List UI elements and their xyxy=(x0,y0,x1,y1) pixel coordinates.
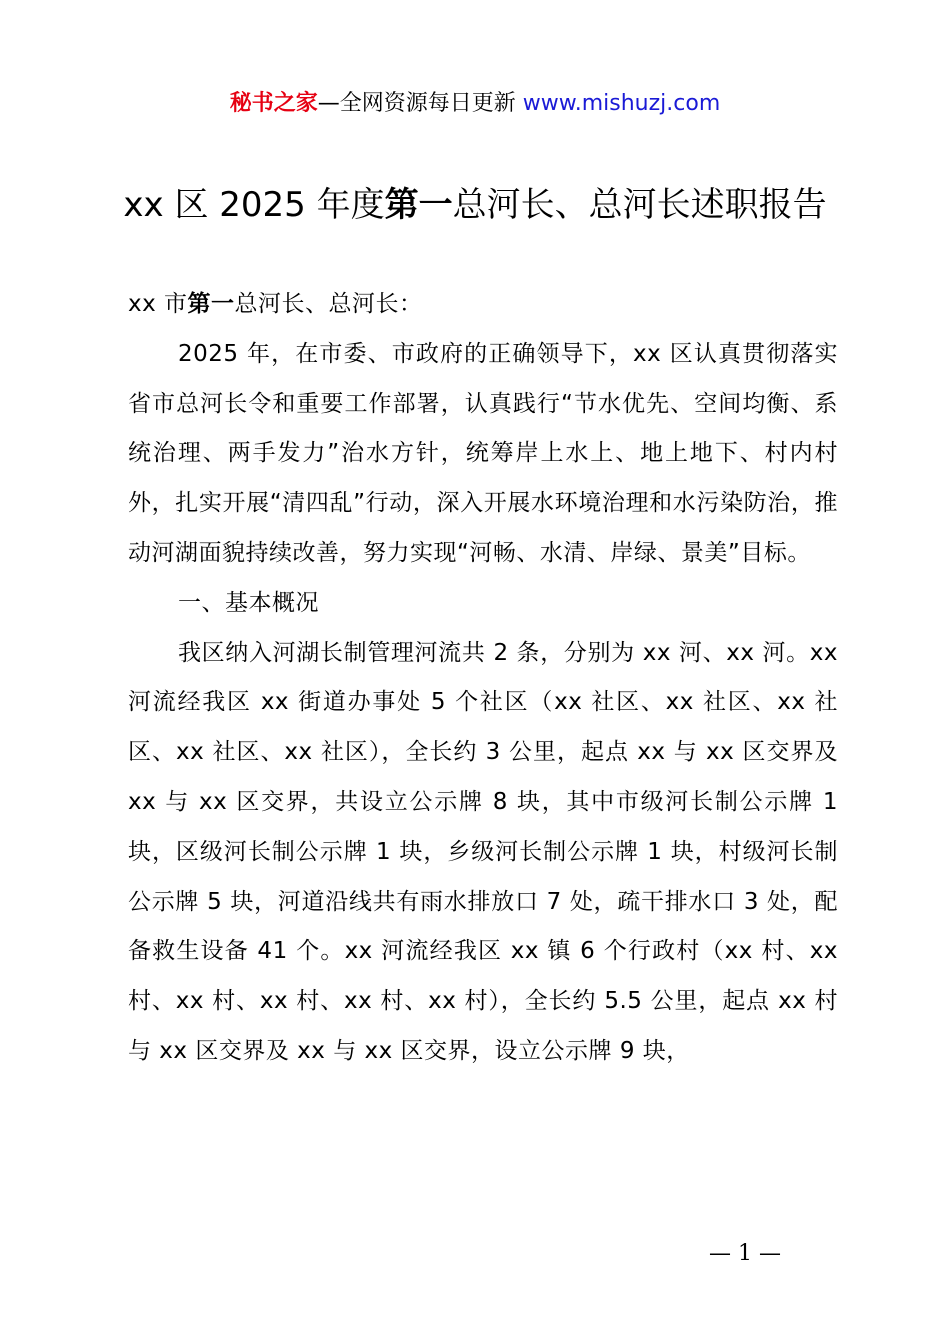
site-header xyxy=(0,88,950,120)
title-prefix: xx 区 2025 年度 xyxy=(123,185,385,225)
title-bold: 第一 xyxy=(384,185,453,225)
document-title xyxy=(0,180,950,230)
overview-paragraph: 我区纳入河湖长制管理河流共 2 条，分别为 xx 河、xx 河。xx 河流经我区 xx 街道办事处 5 个社区（xx 社区、xx 社区、xx 社区、xx 社区、xx 社区），全长约 3 公里，起点 xx 与 xx 区交界及 xx 与 xx 区交界，共设立公示牌 8 块，其中市级河长制公示牌 1 块，区级河长制公示牌 1 块，乡级河长制公示牌 1 块，村级河长制公示牌 5 块，河道沿线共有雨水排放口 7 处，疏干排水口 3 处，配备救生设备 41 个。xx 河流经我区 xx 镇 6 个行政村（xx 村、xx 村、xx 村、xx 村、xx 村、xx 村），全长约 5.5 公里，起点 xx 村与 xx 区交界及 xx 与 xx 区交界，设立公示牌 9 块， xyxy=(128,639,838,1064)
site-url-link[interactable]: www.mishuzj.com xyxy=(522,91,721,116)
title-suffix: 总河长、总河长述职报告 xyxy=(452,185,827,225)
salutation-bold: 第一 xyxy=(187,291,235,317)
document-body xyxy=(128,280,838,1077)
page-number: — 1 — xyxy=(709,1241,781,1266)
section-heading-overview: 一、基本概况 xyxy=(178,589,319,616)
salutation xyxy=(128,280,838,330)
salutation-prefix: xx 市 xyxy=(128,291,188,317)
intro-paragraph: 2025 年，在市委、市政府的正确领导下，xx 区认真贯彻落实省市总河长令和重要工作部署，认真践行“节水优先、空间均衡、系统治理、两手发力”治水方针，统筹岸上水上、地上地下、村内村外，扎实开展“清四乱”行动，深入开展水环境治理和水污染防治，推动河湖面貌持续改善，努力实现“河畅、水清、岸绿、景美”目标。 xyxy=(128,340,838,566)
site-brand: 秘书之家 xyxy=(229,91,318,116)
salutation-suffix: 总河长、总河长： xyxy=(234,291,423,317)
site-tagline: —全网资源每日更新 xyxy=(317,91,523,116)
